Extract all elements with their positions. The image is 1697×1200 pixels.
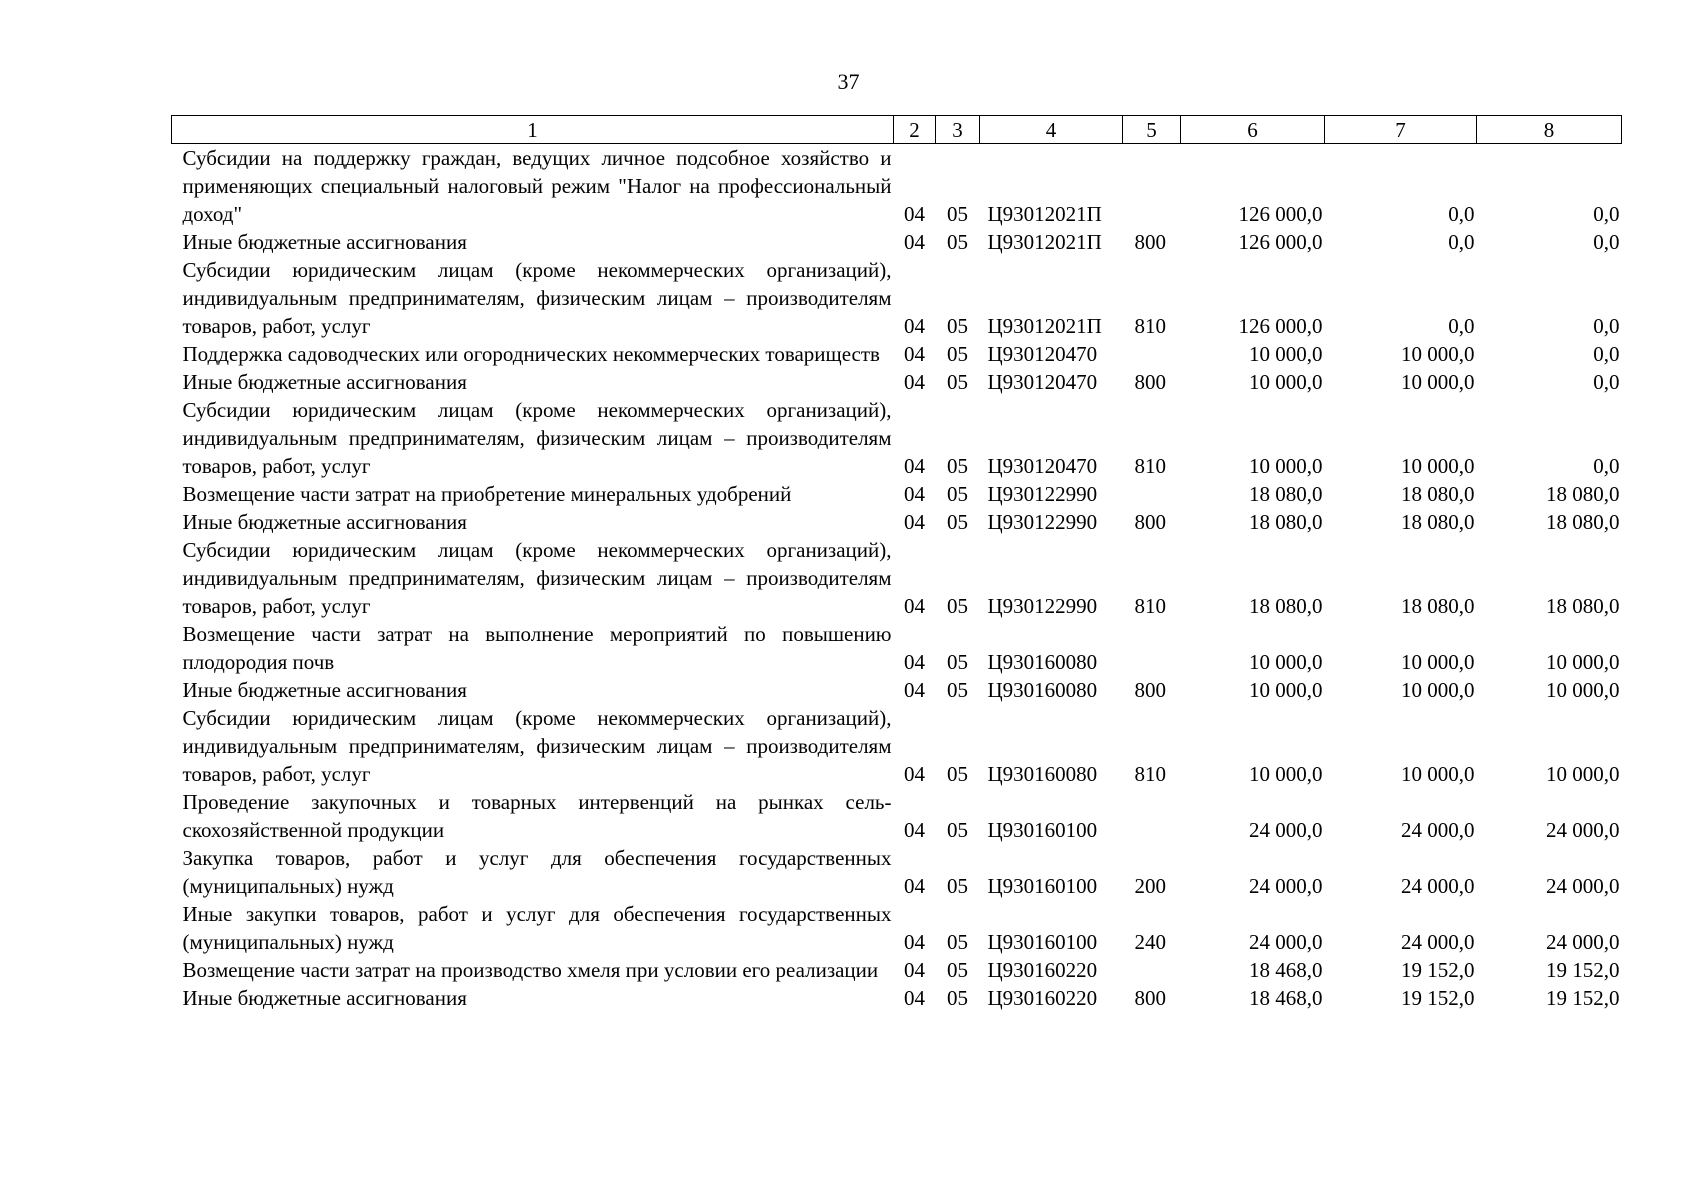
row-target-code: Ц930120470 [987, 342, 1098, 366]
column-header-8: 8 [1477, 116, 1622, 144]
row-amount-col6: 10 000,0 [1249, 678, 1323, 702]
table-row [172, 620, 1622, 676]
row-target-code: Ц930160100 [987, 818, 1098, 842]
row-name: Субсидии юридическим лицам (кроме некоммерческих организаций), индивидуальным предпринимателям, физическим лицам – производителям товаров, работ, услуг [182, 398, 892, 478]
row-amount-col6: 126 000,0 [1238, 314, 1323, 338]
row-amount-col6: 24 000,0 [1249, 818, 1323, 842]
row-expense-type-code: 800 [1134, 230, 1166, 254]
row-amount-col8: 18 080,0 [1546, 482, 1620, 506]
row-amount-col7: 18 080,0 [1401, 482, 1475, 506]
row-subsection-code: 05 [947, 482, 968, 506]
column-header-6: 6 [1181, 116, 1325, 144]
table-row [172, 256, 1622, 340]
row-amount-col6: 10 000,0 [1249, 762, 1323, 786]
row-section-code: 04 [904, 454, 925, 478]
row-name: Поддержка садоводческих или огороднических некоммерческих товариществ [182, 342, 880, 366]
row-amount-col8: 0,0 [1593, 454, 1620, 478]
row-section-code: 04 [904, 510, 925, 534]
row-section-code: 04 [904, 230, 925, 254]
row-expense-type-code: 810 [1134, 454, 1166, 478]
column-header-2: 2 [894, 116, 936, 144]
row-amount-col6: 10 000,0 [1249, 342, 1323, 366]
row-expense-type-code: 800 [1134, 510, 1166, 534]
row-amount-col7: 18 080,0 [1401, 594, 1475, 618]
row-amount-col7: 19 152,0 [1401, 958, 1475, 982]
column-header-4: 4 [980, 116, 1123, 144]
row-section-code: 04 [904, 314, 925, 338]
row-amount-col8: 24 000,0 [1546, 930, 1620, 954]
row-target-code: Ц930160080 [987, 650, 1098, 674]
row-name: Иные закупки товаров, работ и услуг для обеспечения государственных (муниципальных) нужд [182, 902, 892, 954]
row-subsection-code: 05 [947, 342, 968, 366]
row-amount-col7: 0,0 [1448, 202, 1475, 226]
row-name: Субсидии на поддержку граждан, ведущих личное подсобное хозяйство и применяющих специальный налоговый режим "Налог на профессиональный доход" [182, 146, 892, 226]
row-subsection-code: 05 [947, 454, 968, 478]
row-target-code: Ц930160100 [987, 874, 1098, 898]
row-subsection-code: 05 [947, 314, 968, 338]
row-amount-col8: 0,0 [1593, 230, 1620, 254]
row-expense-type-code [1123, 956, 1181, 984]
row-amount-col8: 0,0 [1593, 202, 1620, 226]
column-header-7: 7 [1325, 116, 1477, 144]
row-amount-col8: 18 080,0 [1546, 594, 1620, 618]
row-section-code: 04 [904, 650, 925, 674]
row-amount-col8: 10 000,0 [1546, 650, 1620, 674]
row-expense-type-code [1123, 480, 1181, 508]
row-section-code: 04 [904, 818, 925, 842]
row-expense-type-code [1123, 620, 1181, 676]
table-row [172, 676, 1622, 704]
table-row [172, 396, 1622, 480]
budget-table [171, 115, 1622, 1012]
row-subsection-code: 05 [947, 958, 968, 982]
row-section-code: 04 [904, 342, 925, 366]
row-subsection-code: 05 [947, 202, 968, 226]
row-name: Возмещение части затрат на производство хмеля при условии его реализации [182, 958, 879, 982]
row-section-code: 04 [904, 678, 925, 702]
row-subsection-code: 05 [947, 762, 968, 786]
row-subsection-code: 05 [947, 594, 968, 618]
row-target-code: Ц930160220 [987, 958, 1098, 982]
row-expense-type-code: 800 [1134, 678, 1166, 702]
row-target-code: Ц930160220 [987, 986, 1098, 1010]
row-section-code: 04 [904, 762, 925, 786]
row-amount-col8: 10 000,0 [1546, 678, 1620, 702]
row-expense-type-code: 240 [1134, 930, 1166, 954]
row-target-code: Ц93012021П [987, 230, 1102, 254]
row-amount-col8: 0,0 [1593, 370, 1620, 394]
row-name: Иные бюджетные ассигнования [182, 230, 467, 254]
row-amount-col6: 10 000,0 [1249, 650, 1323, 674]
table-row [172, 368, 1622, 396]
row-amount-col8: 24 000,0 [1546, 818, 1620, 842]
table-row [172, 844, 1622, 900]
table-row [172, 984, 1622, 1012]
row-amount-col7: 10 000,0 [1401, 342, 1475, 366]
table-row [172, 508, 1622, 536]
row-amount-col7: 24 000,0 [1401, 930, 1475, 954]
row-name: Субсидии юридическим лицам (кроме некоммерческих организаций), индивидуальным предпринимателям, физическим лицам – производителям товаров, работ, услуг [182, 258, 892, 338]
row-name: Иные бюджетные ассигнования [182, 678, 467, 702]
row-subsection-code: 05 [947, 230, 968, 254]
row-target-code: Ц930122990 [987, 482, 1098, 506]
page-number: 37 [837, 69, 860, 94]
row-expense-type-code: 810 [1134, 594, 1166, 618]
row-amount-col6: 18 468,0 [1249, 958, 1323, 982]
row-target-code: Ц930160080 [987, 762, 1098, 786]
row-name: Иные бюджетные ассигнования [182, 986, 467, 1010]
row-subsection-code: 05 [947, 818, 968, 842]
row-expense-type-code: 200 [1134, 874, 1166, 898]
row-amount-col7: 10 000,0 [1401, 678, 1475, 702]
row-amount-col7: 10 000,0 [1401, 370, 1475, 394]
row-expense-type-code [1123, 144, 1181, 229]
column-number-header [172, 116, 1622, 144]
row-expense-type-code [1123, 340, 1181, 368]
table-row [172, 900, 1622, 956]
row-name: Закупка товаров, работ и услуг для обеспечения государственных (муниципальных) нужд [182, 846, 892, 898]
row-amount-col6: 126 000,0 [1238, 202, 1323, 226]
row-target-code: Ц930160080 [987, 678, 1098, 702]
column-header-1: 1 [172, 116, 894, 144]
row-amount-col6: 18 080,0 [1249, 594, 1323, 618]
row-target-code: Ц93012021П [987, 314, 1102, 338]
row-target-code: Ц930160100 [987, 930, 1098, 954]
row-section-code: 04 [904, 594, 925, 618]
table-row [172, 704, 1622, 788]
row-amount-col6: 18 080,0 [1249, 510, 1323, 534]
row-expense-type-code: 800 [1134, 370, 1166, 394]
row-amount-col7: 0,0 [1448, 230, 1475, 254]
row-target-code: Ц930120470 [987, 454, 1098, 478]
table-row [172, 228, 1622, 256]
row-amount-col7: 19 152,0 [1401, 986, 1475, 1010]
row-section-code: 04 [904, 986, 925, 1010]
row-amount-col8: 0,0 [1593, 342, 1620, 366]
row-expense-type-code: 810 [1134, 314, 1166, 338]
row-section-code: 04 [904, 202, 925, 226]
row-amount-col6: 18 468,0 [1249, 986, 1323, 1010]
row-subsection-code: 05 [947, 930, 968, 954]
table-row [172, 788, 1622, 844]
row-name: Возмещение части затрат на выполнение мероприятий по повышению плодородия почв [182, 622, 892, 674]
row-section-code: 04 [904, 482, 925, 506]
row-subsection-code: 05 [947, 678, 968, 702]
row-amount-col6: 24 000,0 [1249, 874, 1323, 898]
row-expense-type-code: 810 [1134, 762, 1166, 786]
row-subsection-code: 05 [947, 510, 968, 534]
row-amount-col7: 24 000,0 [1401, 818, 1475, 842]
table-row [172, 536, 1622, 620]
row-subsection-code: 05 [947, 874, 968, 898]
row-target-code: Ц93012021П [987, 202, 1102, 226]
row-name: Возмещение части затрат на приобретение минеральных удобрений [182, 482, 792, 506]
row-amount-col8: 19 152,0 [1546, 986, 1620, 1010]
table-row [172, 956, 1622, 984]
row-amount-col6: 10 000,0 [1249, 370, 1323, 394]
row-amount-col8: 10 000,0 [1546, 762, 1620, 786]
row-subsection-code: 05 [947, 650, 968, 674]
row-amount-col8: 18 080,0 [1546, 510, 1620, 534]
row-amount-col6: 126 000,0 [1238, 230, 1323, 254]
row-section-code: 04 [904, 958, 925, 982]
row-section-code: 04 [904, 930, 925, 954]
row-amount-col8: 24 000,0 [1546, 874, 1620, 898]
row-section-code: 04 [904, 874, 925, 898]
row-subsection-code: 05 [947, 986, 968, 1010]
row-name: Проведение закупочных и товарных интервенций на рынках сельскохозяйственной продукции [182, 790, 892, 842]
row-name: Субсидии юридическим лицам (кроме некоммерческих организаций), индивидуальным предпринимателям, физическим лицам – производителям товаров, работ, услуг [182, 538, 892, 618]
table-row [172, 480, 1622, 508]
row-amount-col7: 0,0 [1448, 314, 1475, 338]
row-target-code: Ц930120470 [987, 370, 1098, 394]
row-amount-col6: 24 000,0 [1249, 930, 1323, 954]
table-row [172, 340, 1622, 368]
row-amount-col6: 18 080,0 [1249, 482, 1323, 506]
row-name: Иные бюджетные ассигнования [182, 370, 467, 394]
row-amount-col7: 10 000,0 [1401, 454, 1475, 478]
row-amount-col6: 10 000,0 [1249, 454, 1323, 478]
row-expense-type-code [1123, 788, 1181, 844]
column-header-5: 5 [1123, 116, 1181, 144]
row-amount-col7: 10 000,0 [1401, 650, 1475, 674]
row-name: Иные бюджетные ассигнования [182, 510, 467, 534]
row-section-code: 04 [904, 370, 925, 394]
row-amount-col8: 0,0 [1593, 314, 1620, 338]
row-amount-col7: 18 080,0 [1401, 510, 1475, 534]
column-header-3: 3 [936, 116, 980, 144]
row-expense-type-code: 800 [1134, 986, 1166, 1010]
table-body [172, 144, 1622, 1013]
row-target-code: Ц930122990 [987, 510, 1098, 534]
row-amount-col8: 19 152,0 [1546, 958, 1620, 982]
row-amount-col7: 24 000,0 [1401, 874, 1475, 898]
table-row [172, 144, 1622, 229]
row-subsection-code: 05 [947, 370, 968, 394]
row-amount-col7: 10 000,0 [1401, 762, 1475, 786]
row-name: Субсидии юридическим лицам (кроме некоммерческих организаций), индивидуальным предпринимателям, физическим лицам – производителям товаров, работ, услуг [182, 706, 892, 786]
row-target-code: Ц930122990 [987, 594, 1098, 618]
